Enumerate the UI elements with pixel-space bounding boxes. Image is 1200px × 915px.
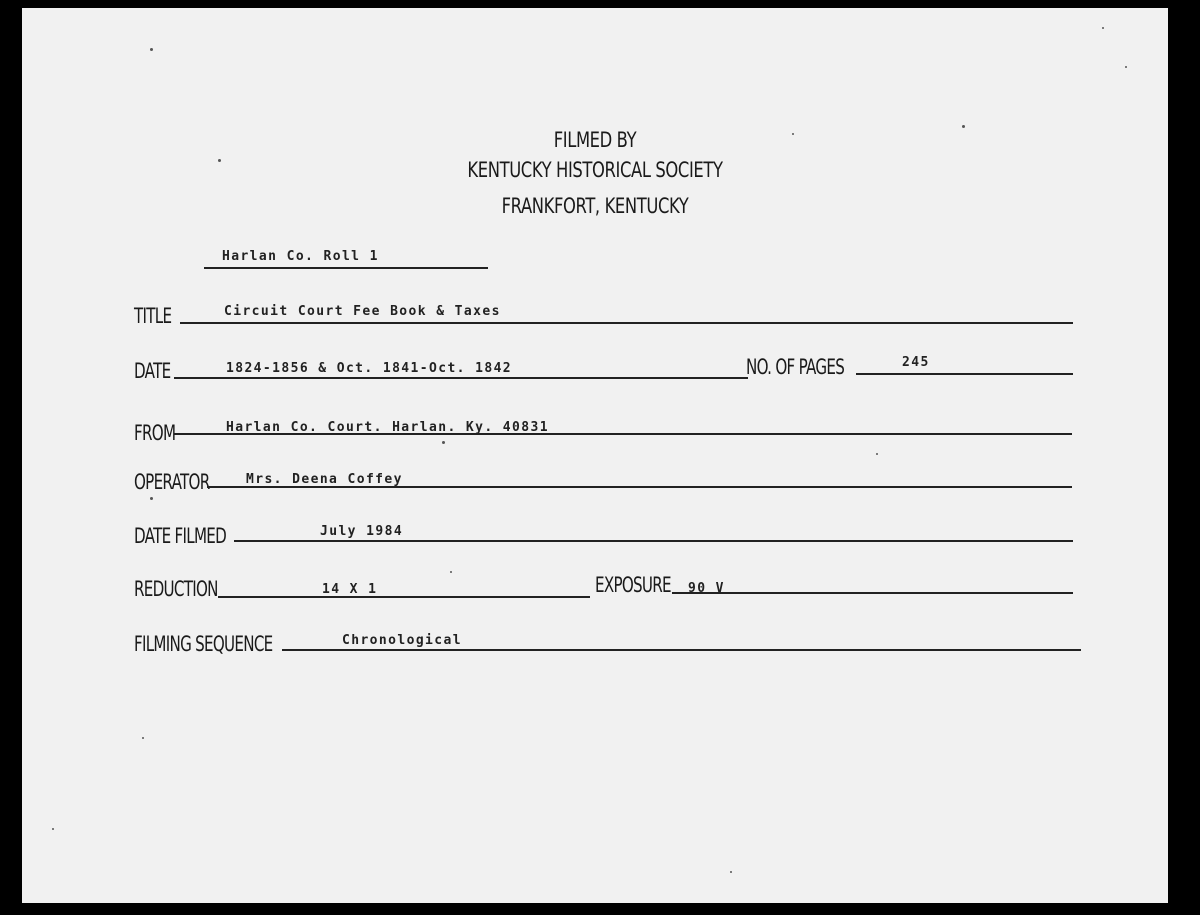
dust-speck — [1102, 27, 1104, 29]
sequence-underline — [282, 649, 1081, 651]
exposure-label: EXPOSURE — [595, 573, 671, 597]
dust-speck — [1125, 66, 1127, 68]
operator-value: Mrs. Deena Coffey — [246, 472, 403, 487]
roll-underline — [204, 267, 488, 269]
header-filmed-by: FILMED BY — [553, 128, 637, 152]
date-value: 1824-1856 & Oct. 1841-Oct. 1842 — [226, 361, 513, 376]
dust-speck — [218, 159, 221, 162]
dust-speck — [730, 871, 732, 873]
reduction-underline — [218, 596, 590, 598]
pages-value: 245 — [902, 355, 930, 370]
from-value: Harlan Co. Court. Harlan. Ky. 40831 — [226, 420, 549, 435]
operator-label: OPERATOR — [134, 470, 210, 494]
dust-speck — [150, 497, 153, 500]
dust-speck — [52, 828, 54, 830]
dust-speck — [792, 133, 794, 135]
from-label: FROM — [134, 421, 176, 445]
title-label: TITLE — [134, 304, 172, 328]
header-organization: KENTUCKY HISTORICAL SOCIETY — [467, 158, 723, 182]
date-underline — [174, 377, 748, 379]
sequence-value: Chronological — [342, 633, 462, 648]
dust-speck — [442, 441, 445, 444]
dust-speck — [150, 48, 153, 51]
sequence-label: FILMING SEQUENCE — [134, 632, 273, 656]
title-value: Circuit Court Fee Book & Taxes — [224, 304, 501, 319]
exposure-underline — [672, 592, 1073, 594]
date-label: DATE — [134, 359, 171, 383]
header-location: FRANKFORT, KENTUCKY — [501, 194, 689, 218]
date-filmed-value: July 1984 — [320, 524, 404, 539]
from-underline — [174, 433, 1072, 435]
reduction-value: 14 X 1 — [322, 582, 378, 597]
exposure-value: 90 V — [688, 581, 725, 596]
pages-label: NO. OF PAGES — [746, 355, 845, 379]
film-target-card — [22, 8, 1168, 903]
operator-underline — [207, 486, 1072, 488]
date-filmed-label: DATE FILMED — [134, 524, 227, 548]
dust-speck — [962, 125, 965, 128]
roll-value: Harlan Co. Roll 1 — [222, 249, 379, 264]
date-filmed-underline — [234, 540, 1073, 542]
dust-speck — [450, 571, 452, 573]
pages-underline — [856, 373, 1073, 375]
reduction-label: REDUCTION — [134, 577, 218, 601]
dust-speck — [876, 453, 878, 455]
title-underline — [180, 322, 1073, 324]
dust-speck — [142, 737, 144, 739]
